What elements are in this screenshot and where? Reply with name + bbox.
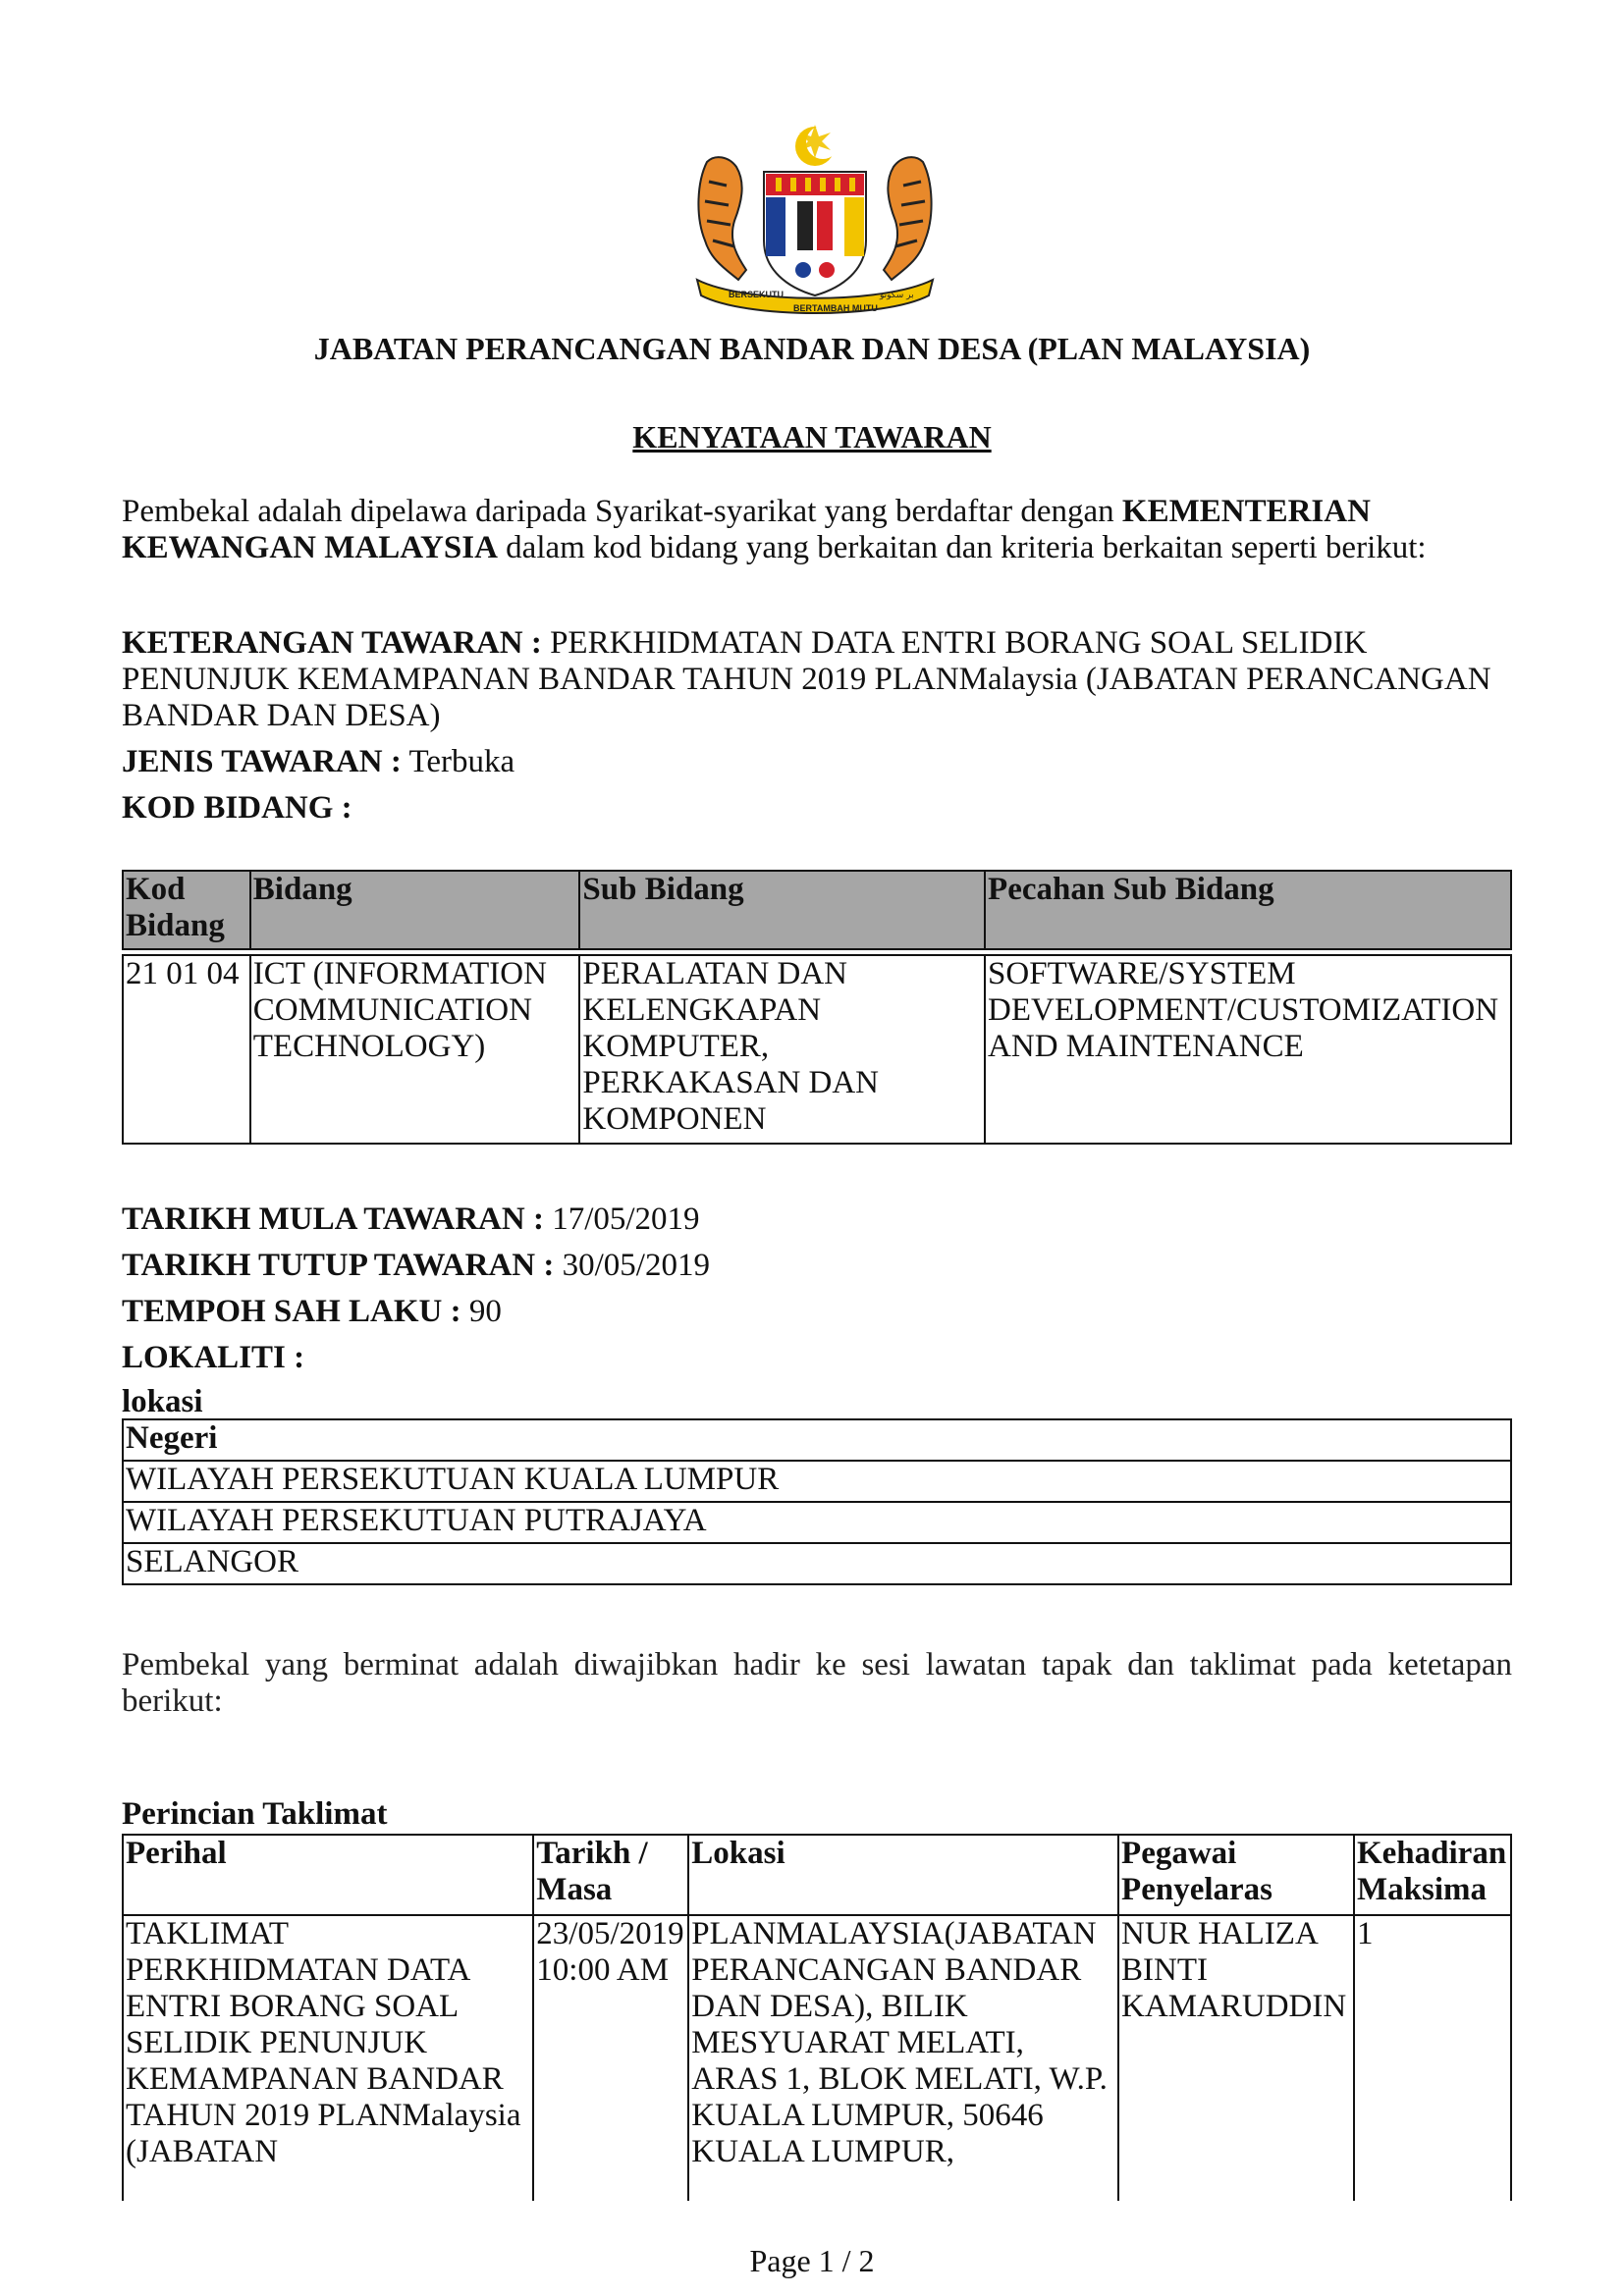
table-row <box>123 955 1511 1144</box>
table-cell: TAKLIMAT PERKHIDMATAN DATA ENTRI BORANG SOAL SELIDIK PENUNJUK KEMAMPANAN BANDAR TAHUN 2019 PLANMalaysia (JABATAN <box>123 1915 533 2201</box>
table-cell: WILAYAH PERSEKUTUAN PUTRAJAYA <box>123 1502 1511 1543</box>
offer-close-date: TARIKH TUTUP TAWARAN : 30/05/2019 <box>122 1248 710 1283</box>
table-cell: PLANMALAYSIA(JABATAN PERANCANGAN BANDAR DAN DESA), BILIK MESYUARAT MELATI, ARAS 1, BLOK MELATI, W.P. KUALA LUMPUR, 50646 KUALA LUMPUR, <box>688 1915 1118 2201</box>
taklimat-caption: Perincian Taklimat <box>122 1796 388 1832</box>
table-cell: 23/05/2019 10:00 AM <box>533 1915 688 2201</box>
table-cell: NUR HALIZA BINTI KAMARUDDIN <box>1118 1915 1354 2201</box>
table-cell: ICT (INFORMATION COMMUNICATION TECHNOLOGY) <box>250 955 580 1144</box>
lokasi-table <box>122 1418 1512 1585</box>
offer-description: KETERANGAN TAWARAN : PERKHIDMATAN DATA ENTRI BORANG SOAL SELIDIK PENUNJUK KEMAMPANAN BANDAR TAHUN 2019 PLANMalaysia (JABATAN PERANCANGAN BANDAR DAN DESA) <box>122 625 1491 733</box>
table-cell: 1 <box>1354 1915 1511 2201</box>
table-cell: PERALATAN DAN KELENGKAPAN KOMPUTER, PERKAKASAN DAN KOMPONEN <box>579 955 985 1144</box>
table-header: Kod Bidang <box>123 871 250 949</box>
table-header: Pegawai Penyelaras <box>1118 1835 1354 1915</box>
agency-title: JABATAN PERANCANGAN BANDAR DAN DESA (PLAN MALAYSIA) <box>313 331 1311 366</box>
table-row <box>123 1915 1511 2201</box>
table-cell: 21 01 04 <box>123 955 250 1144</box>
lokasi-caption: lokasi <box>122 1384 203 1419</box>
svg-text:بر سکوتو: بر سکوتو <box>880 291 914 300</box>
table-row <box>123 1502 1511 1543</box>
table-header: Tarikh / Masa <box>533 1835 688 1915</box>
document-title: KENYATAAN TAWARAN <box>632 419 992 454</box>
offer-start-date: TARIKH MULA TAWARAN : 17/05/2019 <box>122 1201 700 1237</box>
table-cell: SOFTWARE/SYSTEM DEVELOPMENT/CUSTOMIZATION AND MAINTENANCE <box>985 955 1511 1144</box>
table-header: Kehadiran Maksima <box>1354 1835 1511 1915</box>
locality-label: LOKALITI : <box>122 1340 305 1375</box>
table-header: Pecahan Sub Bidang <box>985 871 1511 949</box>
table-cell: WILAYAH PERSEKUTUAN KUALA LUMPUR <box>123 1461 1511 1502</box>
ministry-name: KEMENTERIAN KEWANGAN MALAYSIA <box>122 494 1371 565</box>
svg-text:BERSEKUTU: BERSEKUTU <box>729 290 785 299</box>
table-row <box>123 1543 1511 1584</box>
kod-bidang-table <box>122 870 1512 1145</box>
table-header: Negeri <box>123 1419 1511 1461</box>
offer-type: JENIS TAWARAN : Terbuka <box>122 744 515 779</box>
kod-bidang-label: KOD BIDANG : <box>122 790 352 826</box>
coat-of-arms-logo <box>687 123 943 319</box>
intro-paragraph: Pembekal adalah dipelawa daripada Syarikat-syarikat yang berdaftar dengan KEMENTERIAN KEWANGAN MALAYSIA dalam kod bidang yang berkaitan dan kriteria berkaitan seperti berikut: <box>122 494 1427 565</box>
table-cell: SELANGOR <box>123 1543 1511 1584</box>
table-header: Sub Bidang <box>579 871 985 949</box>
table-row <box>123 1461 1511 1502</box>
svg-text:BERTAMBAH MUTU: BERTAMBAH MUTU <box>793 303 878 313</box>
table-header: Perihal <box>123 1835 533 1915</box>
table-header: Bidang <box>250 871 580 949</box>
page-number: Page 1 / 2 <box>749 2243 875 2278</box>
validity-period: TEMPOH SAH LAKU : 90 <box>122 1294 502 1329</box>
taklimat-table <box>122 1834 1512 2201</box>
table-header: Lokasi <box>688 1835 1118 1915</box>
briefing-note: Pembekal yang berminat adalah diwajibkan hadir ke sesi lawatan tapak dan taklimat pada ketetapan berikut: <box>122 1647 1512 1719</box>
